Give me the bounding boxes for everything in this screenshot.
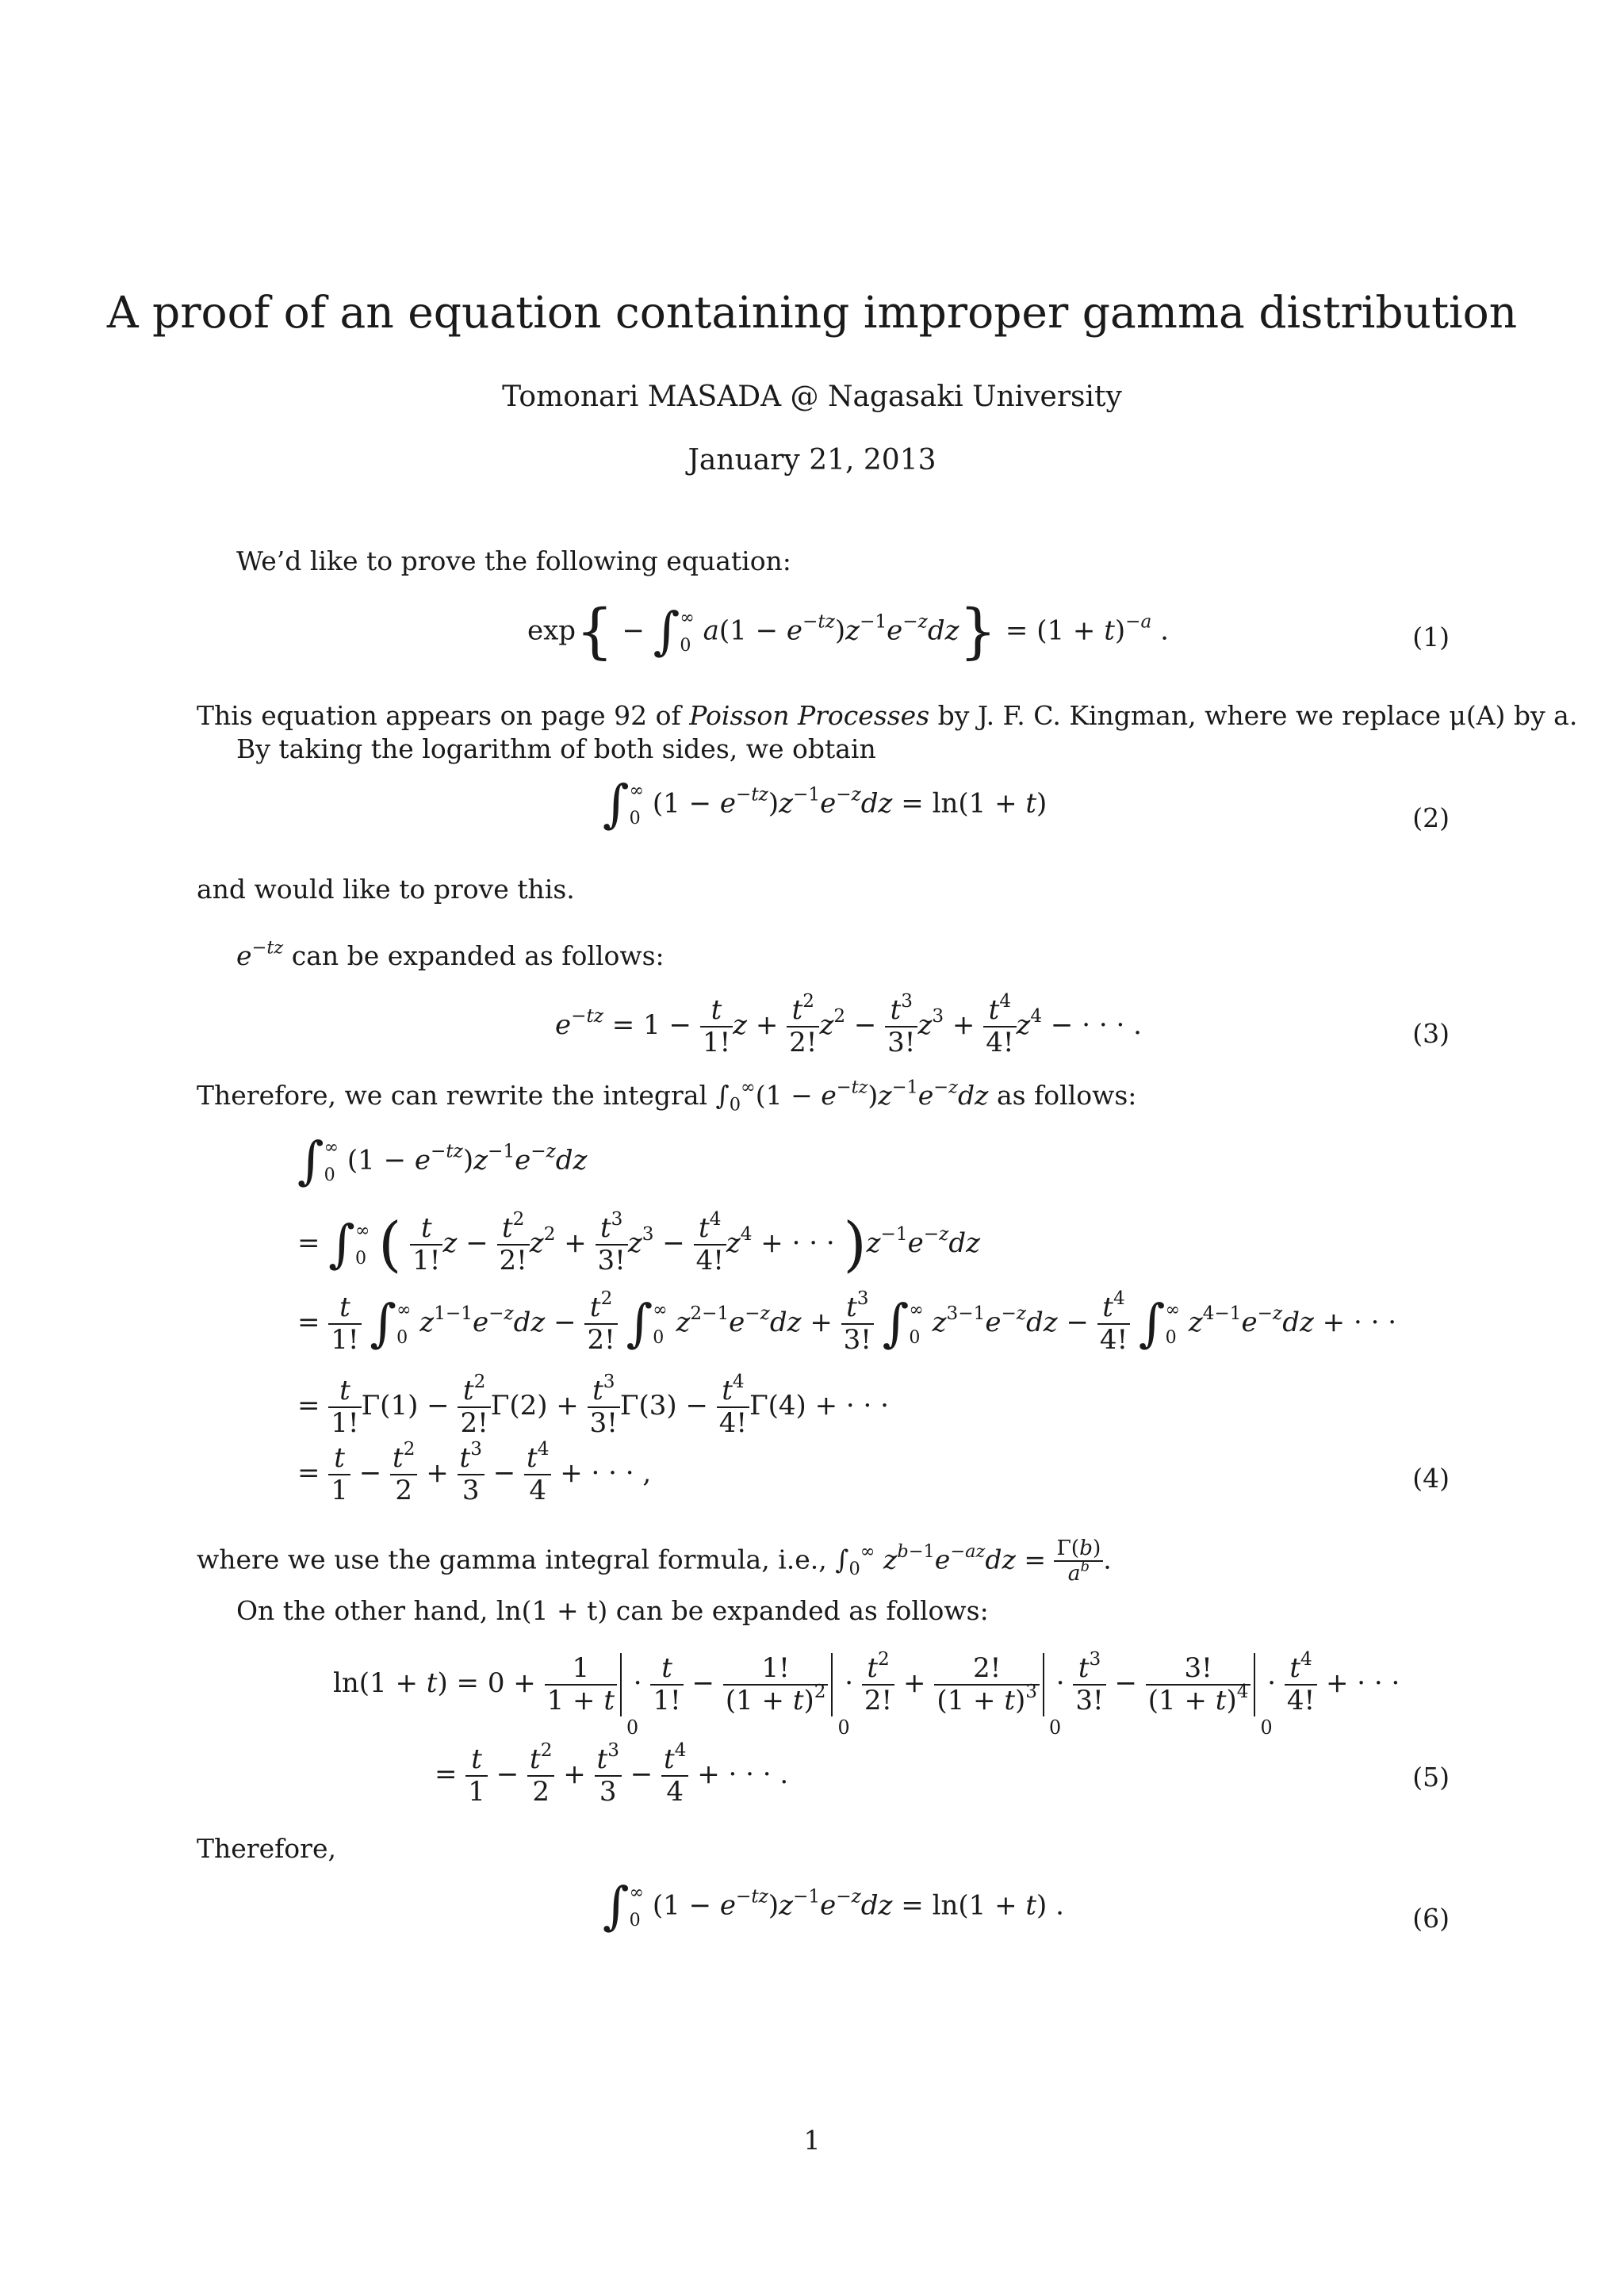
- page-number: 1: [803, 2125, 821, 2156]
- equation-4-line-1: ∫ ∞ 0 $(1 - e^{-tz})z^{-1}e^{-z}dz$: [297, 1131, 588, 1192]
- equation-number-1: (1): [1412, 622, 1450, 652]
- expand-text: can be expanded as follows:: [291, 940, 665, 971]
- equation-number-3: (3): [1412, 1018, 1450, 1049]
- kingman-text-post: by J. F. C. Kingman, where we replace μ(A) by a.: [929, 700, 1578, 731]
- gamma-formula-text: where we use the gamma integral formula, i.e.,: [197, 1544, 827, 1575]
- equation-5-line-2: = $\frac{t}{1}$ − $\frac{t^2}{2}$ + $\frac{t^3}{3}$ − $\frac{t^4}{4}$ + · · · .: [435, 1739, 789, 1808]
- expand-sentence: $e^{-tz}$ can be expanded as follows:: [236, 937, 665, 971]
- author-line: Tomonari MASADA @ Nagasaki University: [502, 381, 1122, 413]
- therefore-sentence: Therefore,: [197, 1833, 336, 1864]
- equation-6: ∫ ∞ 0 $(1 - e^{-tz})z^{-1}e^{-z}dz = \ln(1 + t)$ .: [603, 1877, 1064, 1937]
- other-hand-sentence: On the other hand, ln(1 + t) can be expanded as follows:: [236, 1595, 989, 1626]
- kingman-text-pre: This equation appears on page 92 of: [197, 700, 690, 731]
- rewrite-text-post: as follows:: [996, 1080, 1137, 1111]
- kingman-paragraph: [197, 700, 1577, 731]
- equation-4-line-2: = ∫ ∞ 0 ( $\frac{t}{1!}$ z − $\frac{t^2}{2!}$ $z^2$ + $\frac{t^3}{3!}$ $z^3$ − $\frac{t^4}{4!}$ $z^4$ + · · · )$z^{-1}e^{-z}dz$: [297, 1208, 980, 1279]
- equation-1: exp{ − ∫ ∞ 0 $a(1 - e^{-tz})z^{-1}e^{-z}dz\} = (1 + t)^{-a}$ .: [527, 597, 1169, 666]
- gamma-formula-sentence: where we use the gamma integral formula, i.e., $\int_0^\infty$ $z^{b-1}e^{-az}dz$ = $\frac{\Gamma(b)}{a^b}$ .: [197, 1536, 1112, 1586]
- equation-4-line-4: = $\frac{t}{1!}$ Γ(1) − $\frac{t^2}{2!}$ Γ(2) + $\frac{t^3}{3!}$ Γ(3) − $\frac{t^4}{4!}$ Γ(4) + · · ·: [297, 1371, 889, 1440]
- paper-title: A proof of an equation containing improper gamma distribution: [106, 287, 1518, 338]
- would-like-sentence: and would like to prove this.: [197, 874, 575, 905]
- equation-number-2: (2): [1412, 802, 1450, 833]
- equation-number-6: (6): [1412, 1903, 1450, 1934]
- equation-number-5: (5): [1412, 1762, 1450, 1793]
- equation-5-line-1: ln(1 + t) = 0 + $\frac{1}{1 + t}$ 0 · $\frac{t}{1!}$ − $\frac{1!}{(1 + t)^2}$ 0 · $\frac{t^2}{2!}$ + $\frac{2!}{(1 + t)^3}$ 0 · $\frac{t^3}{3!}$ − $\frac{3!}{(1 + t)^4}$ 0 · $\frac{t^4}{4!}$ + · · ·: [333, 1648, 1400, 1739]
- rewrite-text-pre: Therefore, we can rewrite the integral: [197, 1080, 708, 1111]
- rewrite-sentence: Therefore, we can rewrite the integral $\int_0^\infty(1 - e^{-tz})z^{-1}e^{-z}dz$ as follows:: [197, 1077, 1137, 1115]
- date-line: January 21, 2013: [688, 444, 936, 476]
- book-title: Poisson Processes: [689, 700, 930, 731]
- equation-3: $e^{-tz} = 1$ − $\frac{t}{1!}$ z + $\frac{t^2}{2!}$ $z^2$ − $\frac{t^3}{3!}$ $z^3$ + $\frac{t^4}{4!}$ $z^4$ − · · · .: [555, 990, 1142, 1059]
- equation-number-4: (4): [1412, 1463, 1450, 1494]
- intro-paragraph: We’d like to prove the following equation:: [236, 545, 791, 576]
- equation-2: ∫ ∞ 0 $(1 - e^{-tz})z^{-1}e^{-z}dz = \ln(1 + t)$: [603, 775, 1048, 835]
- equation-4-line-5: = $\frac{t}{1}$ − $\frac{t^2}{2}$ + $\frac{t^3}{3}$ − $\frac{t^4}{4}$ + · · · ,: [297, 1438, 652, 1507]
- log-sentence: By taking the logarithm of both sides, we obtain: [236, 733, 876, 764]
- equation-4-line-3: = $\frac{t}{1!}$ ∫ ∞ 0 $z^{1-1}e^{-z}dz$ − $\frac{t^2}{2!}$ ∫ ∞ 0 $z^{2-1}e^{-z}dz$ + $\frac{t^3}{3!}$ ∫ ∞ 0 $z^{3-1}e^{-z}dz$ − $\frac{t^4}{4!}$ ∫ ∞ 0 $z^{4-1}e^{-z}dz$ + · · ·: [297, 1288, 1397, 1357]
